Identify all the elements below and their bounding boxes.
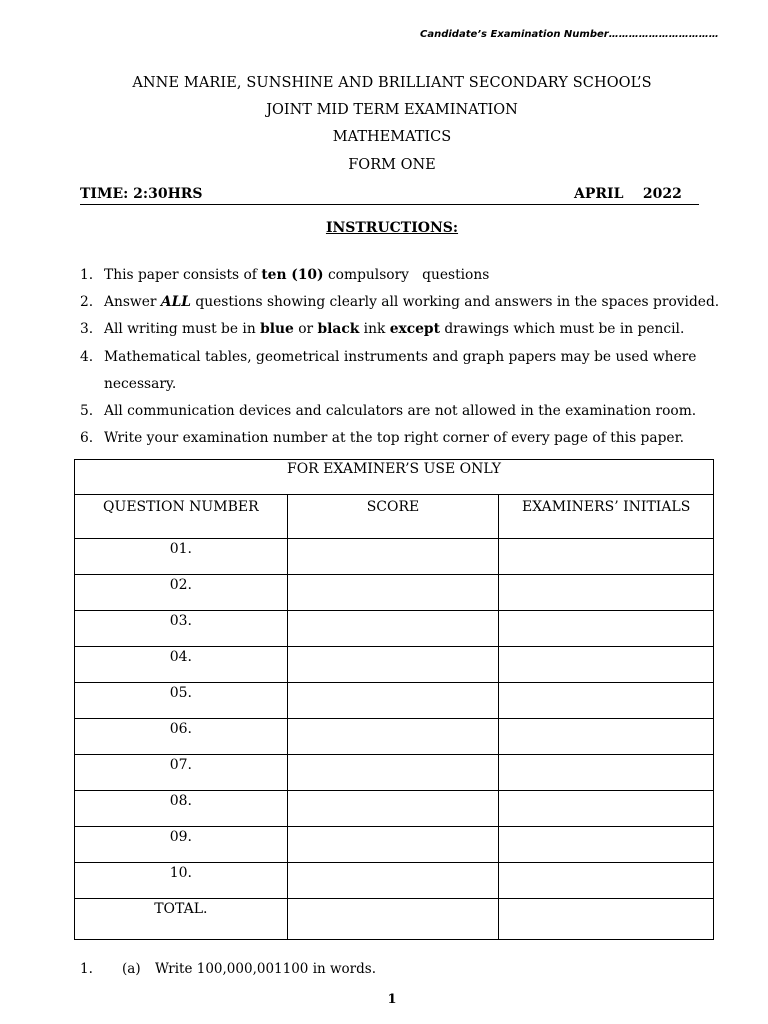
page-number: 1: [387, 992, 397, 1007]
score-cell[interactable]: [287, 575, 499, 611]
instructions-heading: INSTRUCTIONS:: [325, 220, 459, 236]
exam-title: JOINT MID TERM EXAMINATION: [266, 102, 518, 118]
score-cell[interactable]: [287, 719, 499, 755]
table-row: [75, 647, 714, 683]
table-header-row: [75, 495, 714, 539]
question-number-cell: 04.: [75, 647, 288, 683]
initials-cell[interactable]: [499, 755, 714, 791]
instruction-item: 3. All writing must be in blue or black ink except drawings which must be in pencil.: [80, 321, 685, 338]
subject-title: MATHEMATICS: [332, 129, 452, 145]
question-number-cell: 10.: [75, 863, 288, 899]
initials-cell[interactable]: [499, 827, 714, 863]
instruction-item: 1. This paper consists of ten (10) compulsory questions: [80, 267, 490, 283]
score-cell[interactable]: [287, 539, 499, 575]
table-title-row: [75, 460, 714, 495]
question-text: Write 100,000,001100 in words.: [155, 961, 376, 977]
school-name: ANNE MARIE, SUNSHINE AND BRILLIANT SECONDARY SCHOOL’S: [132, 75, 652, 91]
question-number-cell: 02.: [75, 575, 288, 611]
instruction-item: 4. Mathematical tables, geometrical instruments and graph papers may be used where necessary.: [80, 348, 697, 392]
question-number: 1.: [80, 961, 93, 977]
question-number-cell: 06.: [75, 719, 288, 755]
score-cell[interactable]: [287, 791, 499, 827]
table-row: [75, 683, 714, 719]
score-cell[interactable]: [287, 827, 499, 863]
examiner-score-table: [74, 459, 714, 940]
column-header-score: SCORE: [287, 495, 499, 539]
instruction-item: 5. All communication devices and calculators are not allowed in the examination room.: [80, 403, 697, 420]
instruction-item: 6. Write your examination number at the top right corner of every page of this paper.: [80, 430, 685, 447]
question-number-cell: 07.: [75, 755, 288, 791]
question-number-cell: 09.: [75, 827, 288, 863]
question-number-cell: 03.: [75, 611, 288, 647]
table-row: [75, 611, 714, 647]
initials-cell[interactable]: [499, 611, 714, 647]
score-cell[interactable]: [287, 863, 499, 899]
table-row: [75, 719, 714, 755]
table-title: FOR EXAMINER’S USE ONLY: [75, 460, 714, 495]
initials-cell[interactable]: [499, 719, 714, 755]
initials-cell[interactable]: [499, 683, 714, 719]
total-score-cell[interactable]: [287, 899, 499, 940]
column-header-question: QUESTION NUMBER: [75, 495, 288, 539]
initials-cell[interactable]: [499, 539, 714, 575]
table-total-row: [75, 899, 714, 940]
total-initials-cell[interactable]: [499, 899, 714, 940]
column-header-initials: EXAMINERS’ INITIALS: [499, 495, 714, 539]
initials-cell[interactable]: [499, 863, 714, 899]
total-label-cell: TOTAL.: [75, 899, 288, 940]
table-row: [75, 827, 714, 863]
time-date-row: [80, 186, 699, 205]
initials-cell[interactable]: [499, 575, 714, 611]
table-row: [75, 575, 714, 611]
score-cell[interactable]: [287, 683, 499, 719]
score-cell[interactable]: [287, 611, 499, 647]
question-number-cell: 08.: [75, 791, 288, 827]
form-title: FORM ONE: [348, 157, 436, 173]
table-row: [75, 539, 714, 575]
exam-date: APRIL 2022: [574, 186, 682, 202]
initials-cell[interactable]: [499, 791, 714, 827]
initials-cell[interactable]: [499, 647, 714, 683]
table-row: [75, 791, 714, 827]
question-part: (a): [122, 961, 141, 977]
question-number-cell: 01.: [75, 539, 288, 575]
table-row: [75, 863, 714, 899]
score-cell[interactable]: [287, 647, 499, 683]
exam-time: TIME: 2:30HRS: [80, 186, 203, 202]
instruction-item: 2. Answer ALL questions showing clearly all working and answers in the spaces provided.: [80, 294, 720, 311]
table-row: [75, 755, 714, 791]
candidate-exam-number-label: Candidate’s Examination Number……………………………: [420, 29, 719, 40]
instructions-list: [80, 262, 720, 452]
score-cell[interactable]: [287, 755, 499, 791]
question-number-cell: 05.: [75, 683, 288, 719]
